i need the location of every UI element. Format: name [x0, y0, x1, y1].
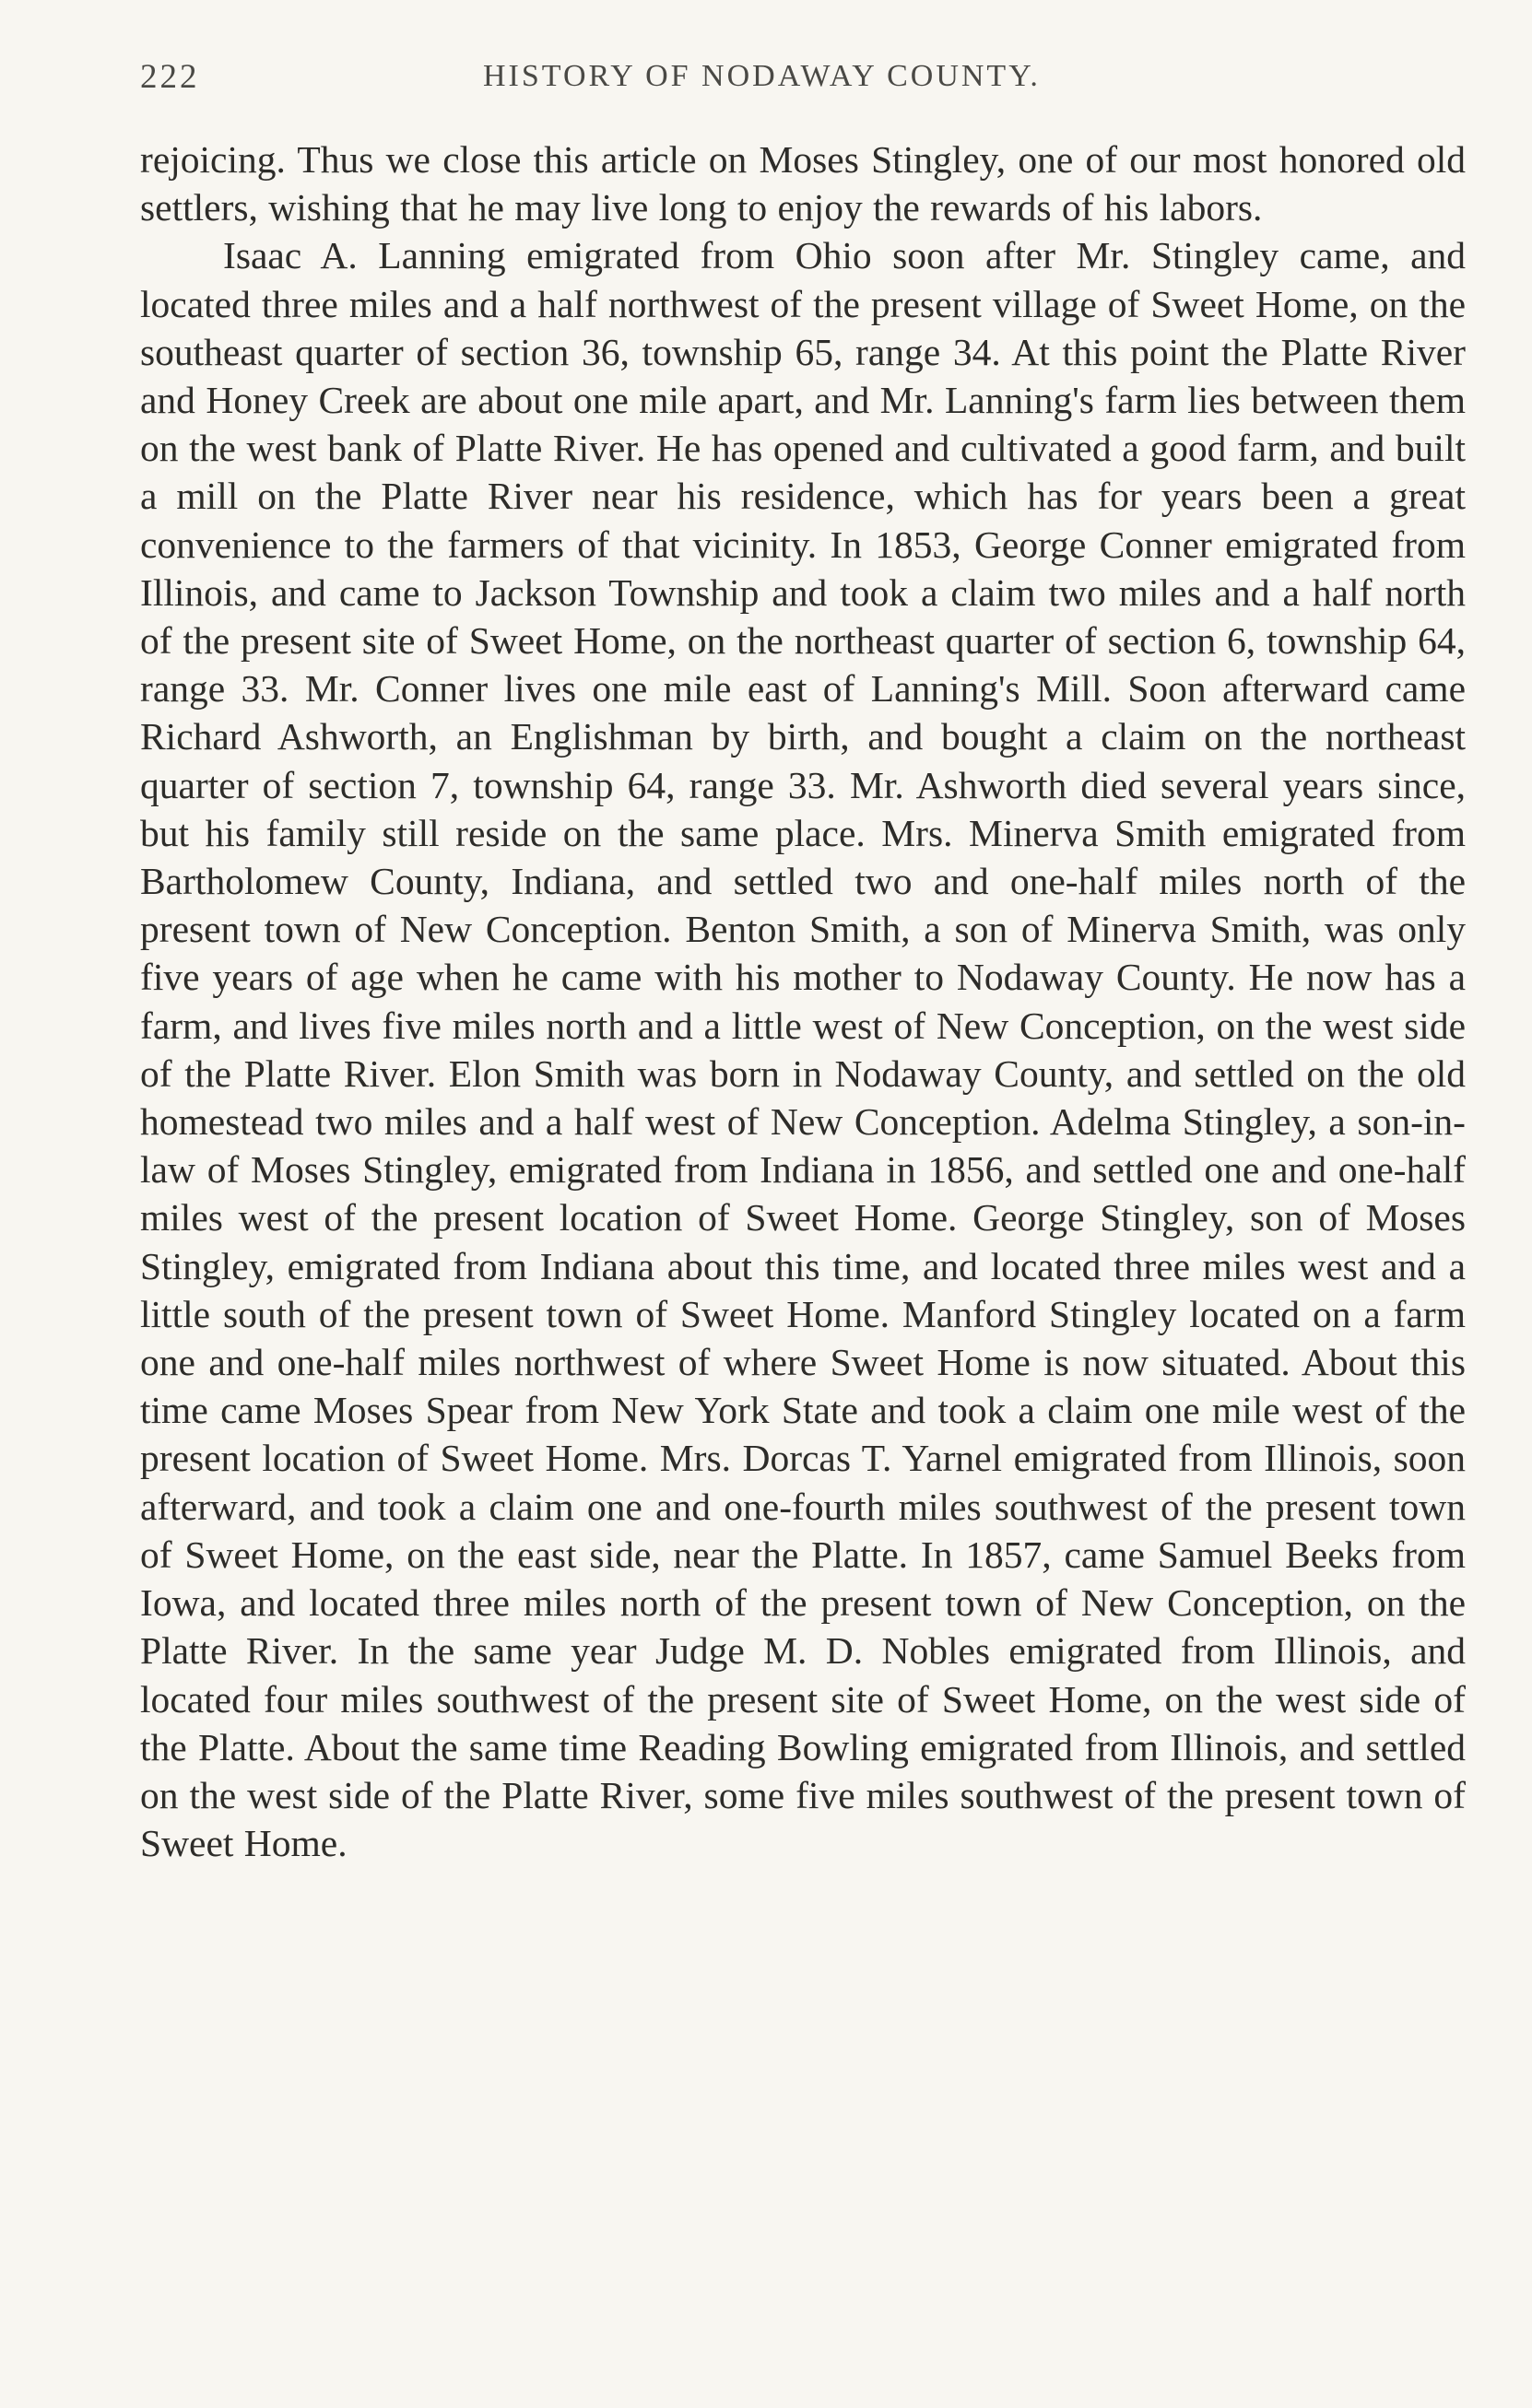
running-title: HISTORY OF NODAWAY COUNTY.: [483, 59, 1041, 93]
body-text: [140, 135, 1466, 1867]
paragraph-lanning-settlers: Isaac A. Lanning emigrated from Ohio soon after Mr. Stingley came, and located three miles and a half northwest of the present village of Sweet Home, on the southeast quarter of section 36, township 65, range 34. At this point the Platte River and Honey Creek are about one mile apart, and Mr. Lanning's farm lies between them on the west bank of Platte River. He has opened and cultivated a good farm, and built a mill on the Platte River near his residence, which has for years been a great convenience to the farmers of that vicinity. In 1853, George Conner emigrated from Illinois, and came to Jackson Township and took a claim two miles and a half north of the present site of Sweet Home, on the northeast quarter of section 6, township 64, range 33. Mr. Conner lives one mile east of Lanning's Mill. Soon afterward came Richard Ashworth, an Englishman by birth, and bought a claim on the northeast quarter of section 7, township 64, range 33. Mr. Ashworth died several years since, but his family still reside on the same place. Mrs. Minerva Smith emigrated from Bartholomew County, Indiana, and settled two and one-half miles north of the present town of New Conception. Benton Smith, a son of Minerva Smith, was only five years of age when he came with his mother to Nodaway County. He now has a farm, and lives five miles north and a little west of New Conception, on the west side of the Platte River. Elon Smith was born in Nodaway County, and settled on the old homestead two miles and a half west of New Conception. Adelma Stingley, a son-in-law of Moses Stingley, emigrated from Indiana in 1856, and settled one and one-half miles west of the present location of Sweet Home. George Stingley, son of Moses Stingley, emigrated from Indiana about this time, and located three miles west and a little south of the present town of Sweet Home. Manford Stingley located on a farm one and one-half miles northwest of where Sweet Home is now situated. About this time came Moses Spear from New York State and took a claim one mile west of the present location of Sweet Home. Mrs. Dorcas T. Yarnel emigrated from Illinois, soon afterward, and took a claim one and one-fourth miles southwest of the present town of Sweet Home, on the east side, near the Platte. In 1857, came Samuel Beeks from Iowa, and located three miles north of the present town of New Conception, on the Platte River. In the same year Judge M. D. Nobles emigrated from Illinois, and located four miles southwest of the present site of Sweet Home, on the west side of the Platte. About the same time Reading Bowling emigrated from Illinois, and settled on the west side of the Platte River, some five miles southwest of the present town of Sweet Home.: [140, 234, 1466, 1865]
page-number: 222: [140, 58, 200, 96]
paragraph-continued: rejoicing. Thus we close this article on Moses Stingley, one of our most honored old settlers, wishing that he may live long to enjoy the rewards of his labors.: [140, 138, 1466, 229]
running-head: [140, 57, 1449, 112]
